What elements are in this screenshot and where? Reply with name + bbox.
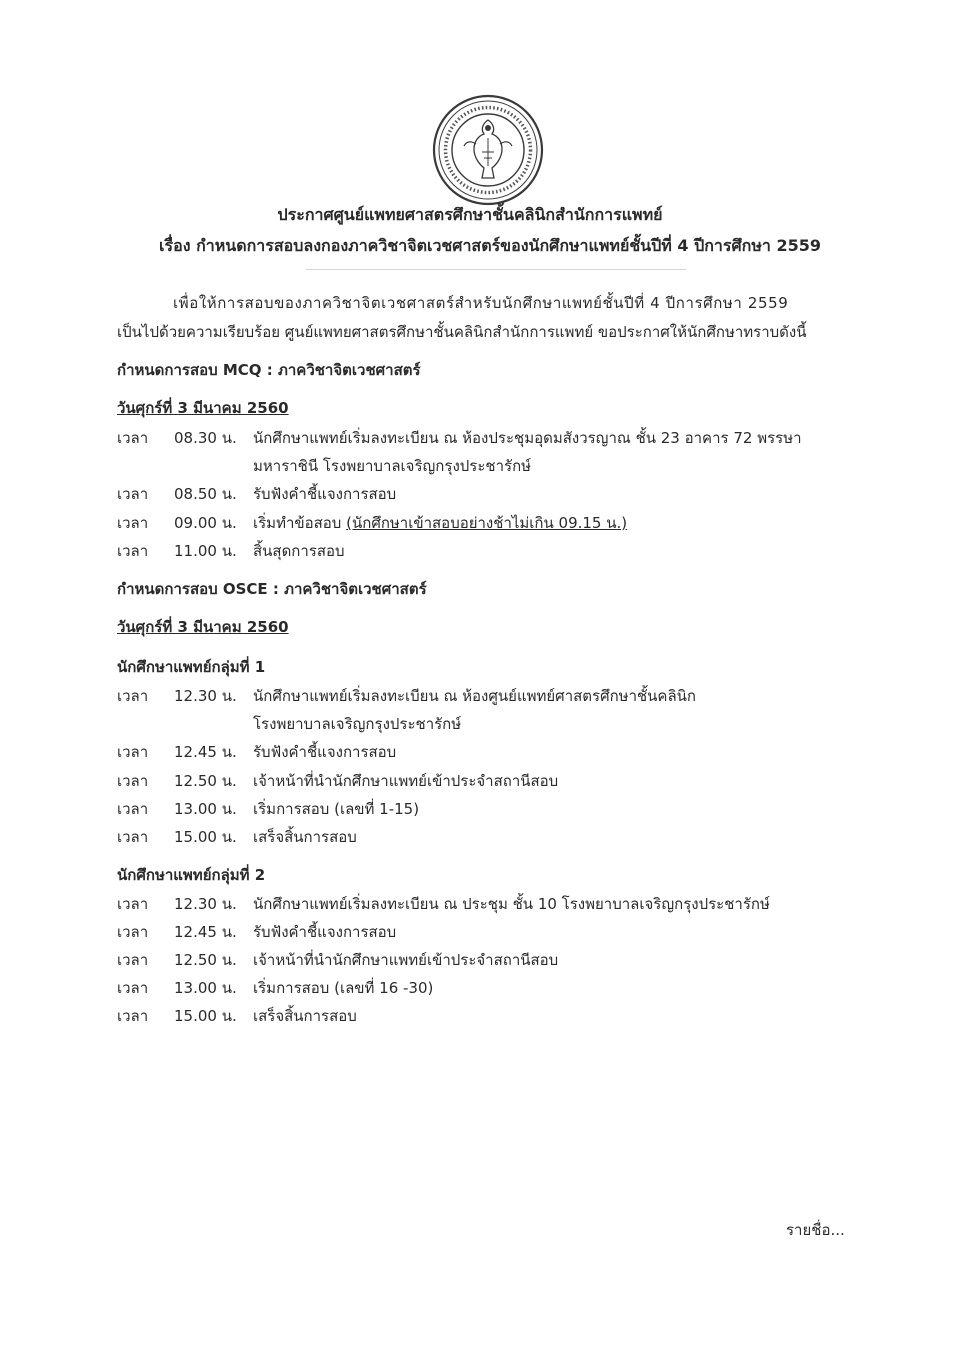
time-value: 11.00 น. bbox=[174, 542, 237, 560]
mcq-heading: กำหนดการสอบ MCQ : ภาควิชาจิตเวชศาสตร์ bbox=[117, 361, 421, 379]
time-value: 15.00 น. bbox=[174, 828, 237, 846]
osce-date: วันศุกร์ที่ 3 มีนาคม 2560 bbox=[117, 618, 289, 636]
time-label: เวลา bbox=[117, 485, 149, 503]
time-label: เวลา bbox=[117, 429, 149, 447]
time-label: เวลา bbox=[117, 979, 149, 997]
time-value: 08.30 น. bbox=[174, 429, 237, 447]
time-value: 13.00 น. bbox=[174, 979, 237, 997]
time-value: 15.00 น. bbox=[174, 1007, 237, 1025]
time-label: เวลา bbox=[117, 895, 149, 913]
schedule-text-main: เริ่มทำข้อสอบ bbox=[253, 514, 342, 532]
time-value: 09.00 น. bbox=[174, 514, 237, 532]
page-subtitle: เรื่อง กำหนดการสอบลงกองภาควิชาจิตเวชศาสตร์ของนักศึกษาแพทย์ชั้นปีที่ 4 ปีการศึกษา 2559 bbox=[159, 236, 821, 255]
continuation-note: รายชื่อ... bbox=[786, 1221, 845, 1239]
schedule-text: เจ้าหน้าที่นำนักศึกษาแพทย์เข้าประจำสถานีสอบ bbox=[253, 951, 559, 969]
time-value: 12.45 น. bbox=[174, 923, 237, 941]
schedule-text bbox=[253, 513, 627, 533]
time-label: เวลา bbox=[117, 514, 149, 532]
schedule-text: รับฟังคำชี้แจงการสอบ bbox=[253, 485, 397, 503]
time-value: 12.30 น. bbox=[174, 895, 237, 913]
group-2-title: นักศึกษาแพทย์กลุ่มที่ 2 bbox=[117, 866, 266, 884]
time-value: 12.45 น. bbox=[174, 743, 237, 761]
schedule-text: เจ้าหน้าที่นำนักศึกษาแพทย์เข้าประจำสถานีสอบ bbox=[253, 772, 559, 790]
intro-line-2: เป็นไปด้วยความเรียบร้อย ศูนย์แพทยศาสตรศึกษาชั้นคลินิกสำนักการแพทย์ ขอประกาศให้นักศึกษาทราบดังนี้ bbox=[117, 323, 807, 341]
schedule-text: เสร็จสิ้นการสอบ bbox=[253, 1007, 357, 1025]
schedule-text: นักศึกษาแพทย์เริ่มลงทะเบียน ณ ห้องประชุมอุดมสังวรญาณ ชั้น 23 อาคาร 72 พรรษา bbox=[253, 429, 802, 447]
time-label: เวลา bbox=[117, 800, 149, 818]
time-value: 08.50 น. bbox=[174, 485, 237, 503]
late-arrival-note: (นักศึกษาเข้าสอบอย่างช้าไม่เกิน 09.15 น.) bbox=[346, 514, 628, 532]
time-label: เวลา bbox=[117, 923, 149, 941]
time-label: เวลา bbox=[117, 951, 149, 969]
divider bbox=[306, 269, 686, 270]
schedule-text: สิ้นสุดการสอบ bbox=[253, 542, 345, 560]
schedule-text: รับฟังคำชี้แจงการสอบ bbox=[253, 923, 397, 941]
osce-heading: กำหนดการสอบ OSCE : ภาควิชาจิตเวชศาสตร์ bbox=[117, 580, 427, 598]
schedule-text: นักศึกษาแพทย์เริ่มลงทะเบียน ณ ประชุม ชั้น 10 โรงพยาบาลเจริญกรุงประชารักษ์ bbox=[253, 895, 770, 913]
time-label: เวลา bbox=[117, 743, 149, 761]
time-label: เวลา bbox=[117, 772, 149, 790]
mcq-date: วันศุกร์ที่ 3 มีนาคม 2560 bbox=[117, 399, 289, 417]
schedule-text: เริ่มการสอบ (เลขที่ 1-15) bbox=[253, 800, 420, 818]
time-value: 13.00 น. bbox=[174, 800, 237, 818]
time-value: 12.50 น. bbox=[174, 951, 237, 969]
time-label: เวลา bbox=[117, 687, 149, 705]
time-label: เวลา bbox=[117, 1007, 149, 1025]
time-label: เวลา bbox=[117, 828, 149, 846]
group-1-title: นักศึกษาแพทย์กลุ่มที่ 1 bbox=[117, 658, 266, 676]
schedule-text: นักศึกษาแพทย์เริ่มลงทะเบียน ณ ห้องศูนย์แพทย์ศาสตรศึกษาชั้นคลินิก bbox=[253, 687, 696, 705]
page-title: ประกาศศูนย์แพทยศาสตรศึกษาชั้นคลินิกสำนักการแพทย์ bbox=[277, 205, 663, 224]
time-label: เวลา bbox=[117, 542, 149, 560]
schedule-text-continued: โรงพยาบาลเจริญกรุงประชารักษ์ bbox=[253, 715, 462, 733]
institution-seal-icon bbox=[432, 94, 544, 206]
schedule-text: เสร็จสิ้นการสอบ bbox=[253, 828, 357, 846]
time-value: 12.30 น. bbox=[174, 687, 237, 705]
intro-line-1: เพื่อให้การสอบของภาควิชาจิตเวชศาสตร์สำหรับนักศึกษาแพทย์ชั้นปีที่ 4 ปีการศึกษา 2559 bbox=[173, 294, 789, 312]
schedule-text-continued: มหาราชินี โรงพยาบาลเจริญกรุงประชารักษ์ bbox=[253, 457, 532, 475]
schedule-text: รับฟังคำชี้แจงการสอบ bbox=[253, 743, 397, 761]
time-value: 12.50 น. bbox=[174, 772, 237, 790]
schedule-text: เริ่มการสอบ (เลขที่ 16 -30) bbox=[253, 979, 434, 997]
